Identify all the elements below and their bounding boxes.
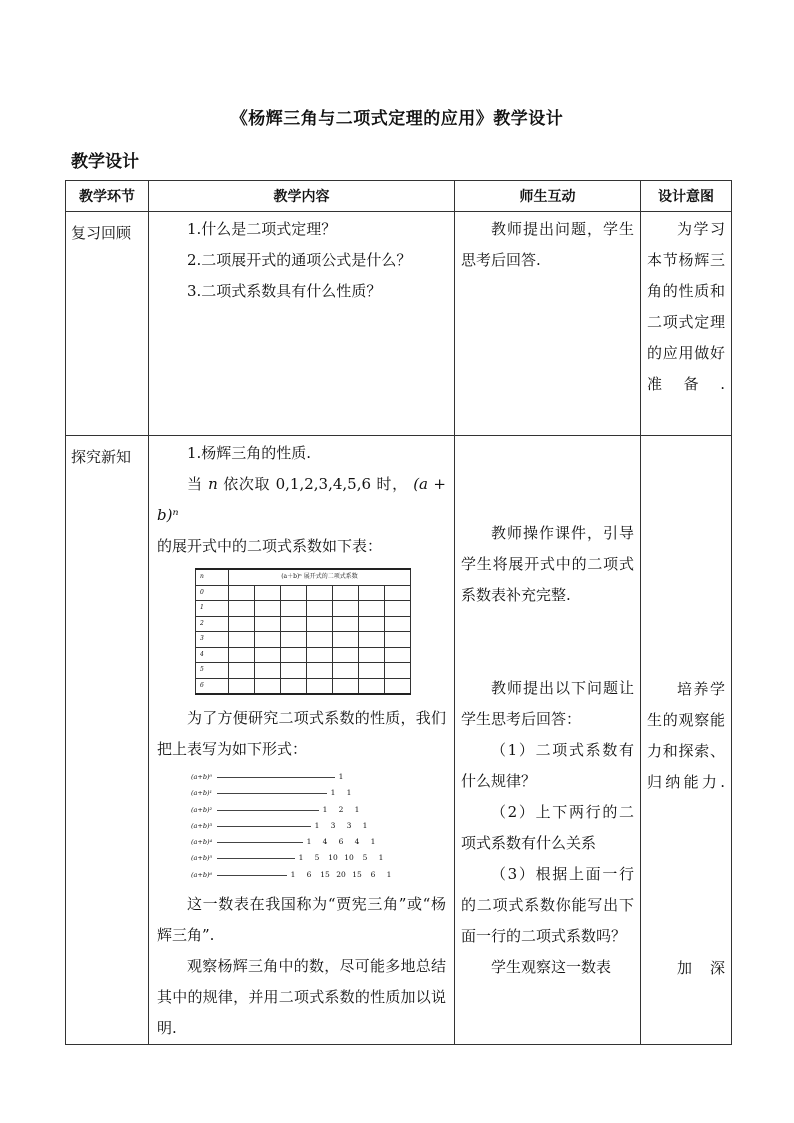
triangle-coefficient: 4 <box>322 837 328 847</box>
triangle-leader-line <box>217 826 311 827</box>
review-intent: 为学习本节杨辉三角的性质和二项式定理的应用做好准备. <box>647 220 725 393</box>
triangle-coefficient: 15 <box>320 869 330 879</box>
review-interaction: 教师提出问题，学生思考后回答. <box>461 220 634 269</box>
triangle-leader-line <box>217 810 319 811</box>
table-row-explore <box>66 436 732 1045</box>
triangle-coefficient: 1 <box>330 788 336 798</box>
triangle-coefficient: 2 <box>338 804 344 814</box>
review-content <box>149 212 454 307</box>
explore-observe: 观察杨辉三角中的数，尽可能多地总结其中的规律，并用二项式系数的性质加以说明. <box>157 957 446 1038</box>
header-interaction: 师生互动 <box>455 181 641 212</box>
triangle-row-label: (a+b)⁰ <box>191 773 213 781</box>
triangle-row-label: (a+b)² <box>191 805 213 814</box>
interaction-courseware: 教师操作课件，引导学生将展开式中的二项式系数表补充完整. <box>461 524 634 604</box>
triangle-coefficient: 4 <box>354 837 360 847</box>
triangle-coefficient: 5 <box>362 853 368 863</box>
review-question-3: 3.二项式系数具有什么性质？ <box>187 282 382 300</box>
triangle-coefficient: 1 <box>354 804 360 814</box>
explore-intro-cont: 的展开式中的二项式系数如下表： <box>157 537 383 555</box>
triangle-coefficient: 1 <box>306 837 312 847</box>
triangle-coefficient: 5 <box>314 853 320 863</box>
stage-label: 复习回顾 <box>71 224 132 242</box>
triangle-row-label: (a+b)⁴ <box>191 838 213 847</box>
triangle-coefficient: 1 <box>298 853 304 863</box>
triangle-row-label: (a+b)³ <box>191 821 213 830</box>
triangle-coefficient: 1 <box>346 788 352 798</box>
question-1: （1）二项式系数有什么规律？ <box>461 741 634 790</box>
intent-deepen: 加深 <box>677 959 725 977</box>
triangle-coefficient: 1 <box>314 820 320 830</box>
interaction-observe: 学生观察这一数表 <box>491 958 612 976</box>
triangle-row <box>191 867 421 883</box>
explore-rewrite: 为了方便研究二项式系数的性质，我们把上表写为如下形式： <box>157 709 446 758</box>
explore-heading: 1.杨辉三角的性质. <box>187 444 312 462</box>
triangle-coefficient: 6 <box>370 869 376 879</box>
triangle-coefficient: 1 <box>378 853 384 863</box>
explore-interaction <box>455 436 640 983</box>
triangle-coefficient: 6 <box>306 869 312 879</box>
triangle-coefficient: 20 <box>336 869 346 879</box>
triangle-row-label: (a+b)¹ <box>191 789 213 798</box>
yang-hui-triangle <box>191 769 421 883</box>
interaction-questions: 教师提出以下问题让学生思考后回答： <box>461 679 634 728</box>
explore-naming: 这一数表在我国称为“贾宪三角”或“杨辉三角”. <box>157 895 446 945</box>
triangle-leader-line <box>217 842 303 843</box>
coef-head-title: (a＋b)ⁿ 展开式的二项式系数 <box>229 569 411 585</box>
triangle-row <box>191 802 421 818</box>
triangle-row <box>191 850 421 866</box>
triangle-coefficient: 1 <box>290 869 296 879</box>
section-title: 教学设计 <box>71 152 139 172</box>
triangle-leader-line <box>217 793 327 794</box>
stage-label: 探究新知 <box>71 448 132 466</box>
table-row-review <box>66 212 732 436</box>
triangle-coefficient: 15 <box>352 869 362 879</box>
triangle-coefficient: 6 <box>338 837 344 847</box>
triangle-coefficient: 1 <box>338 772 344 781</box>
question-2: （2）上下两行的二项式系数有什么关系 <box>461 803 634 852</box>
binomial-expression: (a + b)ⁿ <box>157 475 446 524</box>
explore-content <box>149 436 454 1044</box>
triangle-leader-line <box>217 875 287 876</box>
header-stage: 教学环节 <box>66 181 149 212</box>
triangle-row <box>191 769 421 785</box>
review-question-2: 2.二项展开式的通项公式是什么？ <box>187 251 412 269</box>
intent-cultivate: 培养学生的观察能力和探索、归纳能力. <box>647 680 725 791</box>
triangle-row <box>191 834 421 850</box>
triangle-coefficient: 3 <box>346 820 352 830</box>
triangle-coefficient: 10 <box>344 853 354 863</box>
triangle-row-label: (a+b)⁶ <box>191 870 213 879</box>
header-content: 教学内容 <box>149 181 455 212</box>
explore-intent <box>641 436 731 984</box>
triangle-leader-line <box>217 777 335 778</box>
triangle-coefficient: 1 <box>322 804 328 814</box>
document-title: 《杨辉三角与二项式定理的应用》教学设计 <box>230 109 564 129</box>
triangle-coefficient: 10 <box>328 853 338 863</box>
explore-intro: 当 n 依次取 0,1,2,3,4,5,6 时， (a + b)ⁿ <box>157 475 446 524</box>
lesson-design-table <box>65 180 732 1045</box>
question-3: （3）根据上面一行的二项式系数你能写出下面一行的二项式系数吗？ <box>461 865 634 945</box>
triangle-coefficient: 3 <box>330 820 336 830</box>
coefficient-table: n (a＋b)ⁿ 展开式的二项式系数 0 1 2 3 4 5 6 <box>195 568 411 695</box>
triangle-row <box>191 818 421 834</box>
table-header-row <box>66 181 732 212</box>
coef-head-n: n <box>196 569 229 585</box>
triangle-coefficient: 1 <box>370 837 376 847</box>
triangle-row-label: (a+b)⁵ <box>191 854 213 863</box>
triangle-coefficient: 1 <box>362 820 368 830</box>
triangle-leader-line <box>217 858 295 859</box>
header-intent: 设计意图 <box>641 181 732 212</box>
triangle-coefficient: 1 <box>386 869 392 879</box>
review-question-1: 1.什么是二项式定理？ <box>187 220 337 238</box>
triangle-row <box>191 785 421 801</box>
